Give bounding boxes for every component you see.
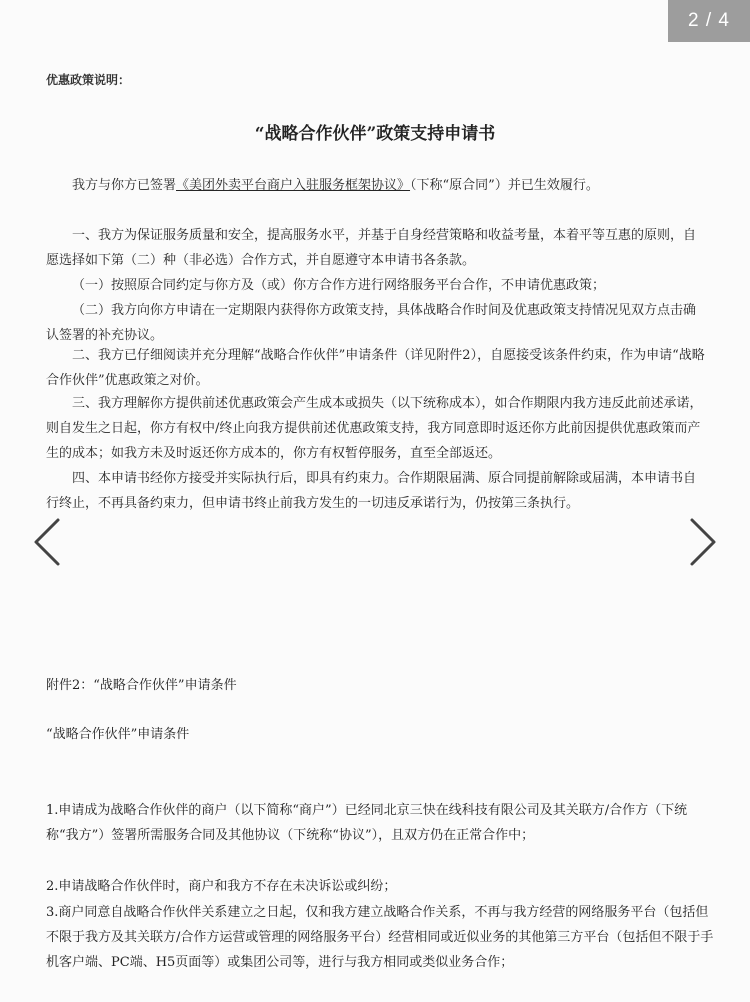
chevron-right-icon — [680, 514, 724, 570]
agreement-name: 《美团外卖平台商户入驻服务框架协议》 — [176, 178, 411, 193]
page-counter: 2 / 4 — [668, 0, 750, 42]
option-two-paragraph: （二）我方向你方申请在一定期限内获得你方政策支持，具体战略合作时间及优惠政策支持情况见双方点击确认签署的补充协议。 — [46, 303, 697, 343]
condition-three: 3.商户同意自战略合作伙伴关系建立之日起，仅和我方建立战略合作关系，不再与我方经营的网络服务平台（包括但不限于我方及其关联方/合作方运营或管理的网络服务平台）经营相同或近似业务的其他第三方平台（包括但不限于手机客户端、PC端、H5页面等）或集团公司等，进行与我方相同或类似业务合作； — [46, 905, 714, 970]
chevron-left-icon — [26, 514, 70, 570]
intro-prefix: 我方与你方已签署 — [72, 178, 177, 193]
document-title: “战略合作伙伴”政策支持申请书 — [254, 124, 496, 144]
attachment-title: 附件2：“战略合作伙伴”申请条件 — [46, 678, 237, 693]
condition-one: 1.申请成为战略合作伙伴的商户（以下简称“商户”）已经同北京三快在线科技有限公司及其关联方/合作方（下统称“我方”）签署所需服务合同及其他协议（下统称“协议”），且双方仍在正常合作中； — [46, 803, 688, 843]
clause-three-paragraph: 三、我方理解你方提供前述优惠政策会产生成本或损失（以下统称成本），如合作期限内我方违反此前述承诺，则自发生之日起，你方有权中/终止向我方提供前述优惠政策支持，我方同意即时返还你方此前因提供优惠政策而产生的成本；如我方未及时返还你方成本的，你方有权暂停服务，直至全部返还。 — [46, 396, 703, 461]
previous-page-button[interactable] — [26, 514, 70, 570]
attachment-subtitle: “战略合作伙伴”申请条件 — [46, 727, 190, 742]
section-label: 优惠政策说明： — [46, 73, 131, 87]
clause-one-paragraph: 一、我方为保证服务质量和安全，提高服务水平，并基于自身经营策略和收益考量，本着平等互惠的原则，自愿选择如下第（二）种（非必选）合作方式，并自愿遵守本申请书各条款。 — [46, 228, 697, 268]
option-one-paragraph: （一）按照原合同约定与你方及（或）你方合作方进行网络服务平台合作，不申请优惠政策； — [72, 278, 606, 293]
intro-paragraph — [46, 173, 708, 198]
intro-suffix: （下称“原合同”）并已生效履行。 — [410, 178, 599, 193]
condition-two: 2.申请战略合作伙伴时，商户和我方不存在未决诉讼或纠纷； — [46, 879, 397, 894]
clause-four-paragraph: 四、本申请书经你方接受并实际执行后，即具有约束力。合作期限届满、原合同提前解除或届满，本申请书自行终止，不再具备约束力，但申请书终止前我方发生的一切违反承诺行为，仍按第三条执行。 — [46, 471, 697, 511]
next-page-button[interactable] — [680, 514, 724, 570]
clause-two-paragraph: 二、我方已仔细阅读并充分理解“战略合作伙伴”申请条件（详见附件2），自愿接受该条件约束，作为申请“战略合作伙伴”优惠政策之对价。 — [46, 348, 705, 388]
